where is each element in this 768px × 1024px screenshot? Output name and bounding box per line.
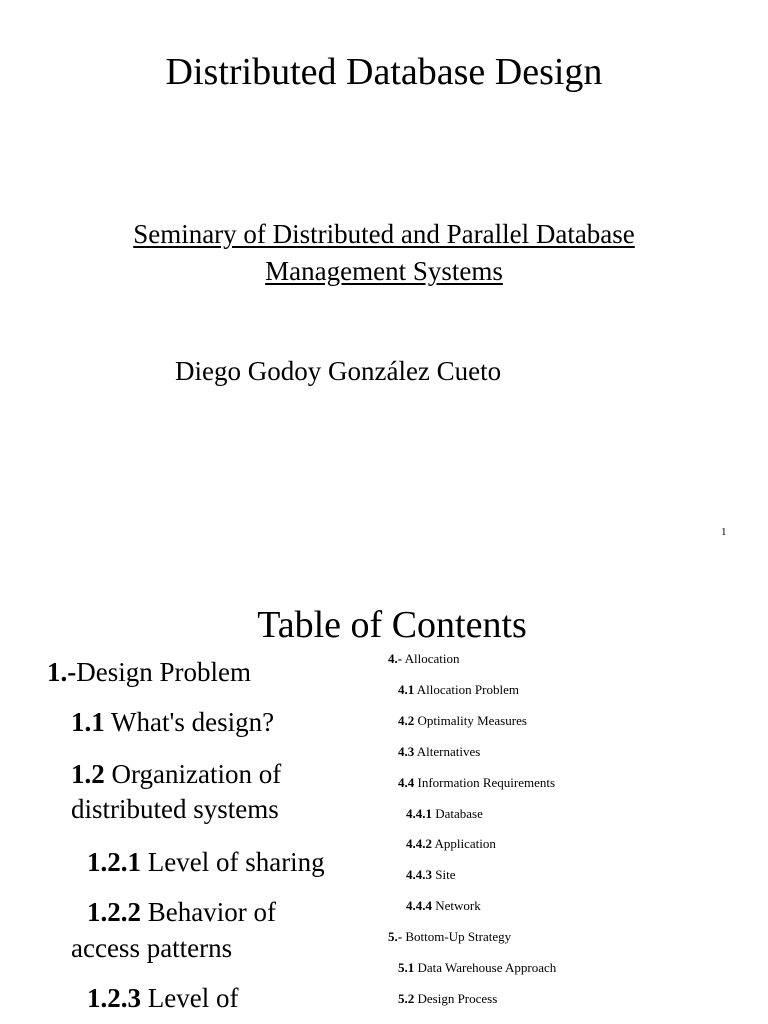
toc-entry-number: 4.1 — [398, 682, 415, 697]
toc-entry-number: 1.1 — [71, 707, 105, 737]
toc-slide — [0, 575, 768, 1024]
page-number: 1 — [721, 526, 727, 538]
toc-entry-number: 1.2.1 — [87, 847, 141, 877]
toc-entry-text: Level of — [141, 983, 239, 1013]
toc-entry-1-2-3 — [87, 981, 238, 1016]
toc-entry-1-2 — [71, 757, 281, 792]
toc-entry-1-2-2 — [87, 895, 276, 930]
cover-author: Diego Godoy González Cueto — [175, 356, 502, 386]
toc-entry-text: Optimality Measures — [414, 713, 527, 728]
toc-entry-text: Allocation Problem — [414, 682, 519, 697]
toc-entry-number: 4.4.4 — [406, 898, 432, 913]
toc-entry-text: Design Process — [414, 991, 498, 1006]
toc-entry-4-4-3 — [406, 866, 455, 883]
cover-subtitle — [0, 216, 768, 290]
toc-entry-number: 4.2 — [398, 713, 415, 728]
toc-entry-number: 4.4.3 — [406, 867, 432, 882]
toc-entry-number: 1.2.2 — [87, 897, 141, 927]
toc-entry-1 — [47, 655, 251, 690]
toc-entry-1-2-1 — [87, 845, 325, 880]
toc-entry-4-4-4 — [406, 897, 481, 914]
toc-entry-text: Bottom-Up Strategy — [402, 929, 512, 944]
toc-entry-number: 4.4.2 — [406, 836, 432, 851]
toc-entry-text: Site — [432, 867, 456, 882]
toc-entry-text: What's design? — [104, 707, 275, 737]
toc-entry-4-1 — [398, 681, 519, 698]
toc-entry-number: 4.4 — [398, 775, 415, 790]
toc-entry-1-2-2-cont: access patterns — [71, 933, 233, 963]
toc-entry-1-1 — [71, 705, 274, 740]
toc-entry-text: Design Problem — [76, 657, 251, 687]
toc-entry-number: 5.- — [388, 929, 403, 944]
toc-entry-5 — [388, 928, 511, 945]
toc-entry-4-4 — [398, 774, 555, 791]
toc-entry-4-4-1 — [406, 805, 483, 822]
toc-entry-text: Data Warehouse Approach — [414, 960, 557, 975]
toc-entry-text: Application — [432, 836, 496, 851]
toc-entry-text: Allocation — [402, 651, 460, 666]
toc-entry-text: Information Requirements — [414, 775, 556, 790]
toc-entry-number: 4.4.1 — [406, 806, 432, 821]
toc-entry-number: 1.2.3 — [87, 983, 141, 1013]
toc-entry-text: Alternatives — [414, 744, 481, 759]
cover-subtitle-line-2: Management Systems — [265, 256, 503, 286]
toc-title: Table of Contents — [257, 604, 527, 646]
toc-entry-4-3 — [398, 743, 480, 760]
toc-entry-text: Level of sharing — [141, 847, 325, 877]
toc-entry-5-1 — [398, 959, 556, 976]
toc-entry-number: 4.3 — [398, 744, 415, 759]
toc-entry-4-4-2 — [406, 835, 496, 852]
cover-subtitle-line-1: Seminary of Distributed and Parallel Database — [133, 219, 635, 249]
toc-entry-1-2-cont: distributed systems — [71, 794, 279, 824]
toc-entry-5-2 — [398, 990, 497, 1007]
toc-entry-number: 1.- — [47, 657, 77, 687]
toc-entry-text: Network — [432, 898, 481, 913]
cover-title: Distributed Database Design — [165, 51, 603, 93]
toc-entry-number: 1.2 — [71, 759, 105, 789]
toc-entry-text: Behavior of — [141, 897, 276, 927]
toc-entry-number: 5.1 — [398, 960, 415, 975]
toc-entry-number: 4.- — [388, 651, 403, 666]
toc-entry-number: 5.2 — [398, 991, 415, 1006]
toc-entry-4 — [388, 650, 460, 667]
toc-entry-text: Database — [432, 806, 483, 821]
toc-entry-text: Organization of — [104, 759, 282, 789]
toc-entry-4-2 — [398, 712, 527, 729]
